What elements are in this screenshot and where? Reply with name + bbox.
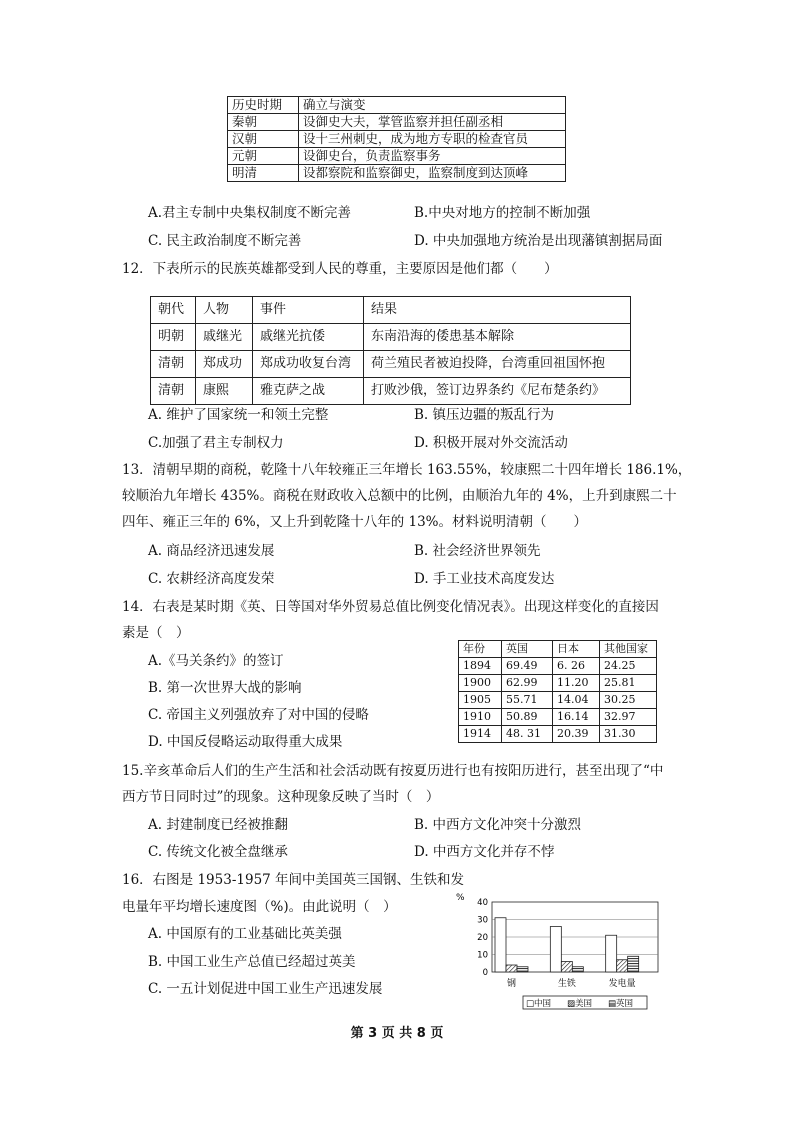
table-cell: 62.99 xyxy=(502,675,553,692)
table-cell: 1914 xyxy=(459,726,502,743)
bar-uk xyxy=(517,967,528,972)
table-row xyxy=(228,165,566,182)
table-header-cell: 英国 xyxy=(502,641,553,658)
y-tick-label: 20 xyxy=(477,933,488,943)
option-a: A. 封建制度已经被推翻 xyxy=(148,817,288,833)
table-header-cell: 事件 xyxy=(253,297,364,324)
table-cell: 设御史台，负责监察事务 xyxy=(299,148,566,165)
bar-uk xyxy=(628,956,639,972)
question-14-line2: 素是（ ） xyxy=(122,625,190,641)
question-14-line1: 14．右表是某时期《英、日等国对华外贸易总值比例变化情况表》。出现这样变化的直接因 xyxy=(122,599,659,615)
bar-china xyxy=(495,918,506,972)
table-row xyxy=(459,675,657,692)
table-header-cell: 其他国家 xyxy=(600,641,657,658)
table-row xyxy=(459,658,657,675)
y-tick-label: 40 xyxy=(477,898,488,908)
table-cell: 元朝 xyxy=(228,148,299,165)
option-d: D. 中西方文化并存不悖 xyxy=(414,844,555,860)
table-cell: 55.71 xyxy=(502,692,553,709)
question-15-line2: 西方节日同时过”的现象。这种现象反映了当时（ ） xyxy=(122,789,440,805)
table-cell: 1905 xyxy=(459,692,502,709)
question-12-stem: 12．下表所示的民族英雄都受到人民的尊重，主要原因是他们都（ ） xyxy=(122,261,558,277)
option-d: D. 中央加强地方统治是出现藩镇割据局面 xyxy=(414,233,663,249)
x-tick-label: 发电量 xyxy=(608,979,636,989)
option-b: B. 社会经济世界领先 xyxy=(414,543,541,559)
table-header-cell: 日本 xyxy=(553,641,600,658)
table-cell: 东南沿海的倭患基本解除 xyxy=(364,324,631,351)
table-header-row xyxy=(228,97,566,114)
table-cell: 康熙 xyxy=(196,378,253,405)
option-a: A. 维护了国家统一和领土完整 xyxy=(148,407,329,423)
table-cell: 郑成功收复台湾 xyxy=(253,351,364,378)
table-row xyxy=(151,351,631,378)
y-tick-label: 10 xyxy=(477,950,488,961)
table-row xyxy=(228,131,566,148)
table-cell: 1900 xyxy=(459,675,502,692)
option-a: A. 中国原有的工业基础比英美强 xyxy=(148,926,342,942)
table-row xyxy=(228,148,566,165)
table-header-row xyxy=(459,641,657,658)
table-cell: 明朝 xyxy=(151,324,196,351)
table-header-cell: 历史时期 xyxy=(228,97,299,114)
growth-rate-chart xyxy=(440,888,672,1016)
x-tick-label: 生铁 xyxy=(557,979,576,989)
question-13-line3: 四年、雍正三年的 6%，又上升到乾隆十八年的 13%。材料说明清朝（ ） xyxy=(122,514,588,530)
table-cell: 设都察院和监察御史，监察制度到达顶峰 xyxy=(299,165,566,182)
bar-usa xyxy=(561,962,572,973)
table-cell: 6. 26 xyxy=(553,658,600,675)
table-cell: 14.04 xyxy=(553,692,600,709)
option-c: C. 农耕经济高度发荣 xyxy=(148,571,275,587)
table-header-cell: 年份 xyxy=(459,641,502,658)
option-d: D. 中国反侵略运动取得重大成果 xyxy=(148,734,343,750)
option-b: B.中央对地方的控制不断加强 xyxy=(414,205,591,221)
question-16-line1: 16．右图是 1953-1957 年间中美国英三国钢、生铁和发 xyxy=(122,872,465,888)
option-a: A.《马关条约》的签订 xyxy=(148,653,284,669)
table-cell: 24.25 xyxy=(600,658,657,675)
table-cell: 11.20 xyxy=(553,675,600,692)
heroes-table xyxy=(150,296,631,405)
option-b: B. 镇压边疆的叛乱行为 xyxy=(414,407,555,423)
table-header-cell: 确立与演变 xyxy=(299,97,566,114)
question-13-line2: 较顺治九年增长 435%。商税在财政收入总额中的比例，由顺治九年的 4%，上升到康熙二十 xyxy=(122,488,677,504)
y-tick-label: 0 xyxy=(482,968,488,978)
option-b: B. 中西方文化冲突十分激烈 xyxy=(414,817,582,833)
table-cell: 打败沙俄，签订边界条约《尼布楚条约》 xyxy=(364,378,631,405)
table-header-cell: 人物 xyxy=(196,297,253,324)
option-d: D. 手工业技术高度发达 xyxy=(414,571,555,587)
bar-uk xyxy=(572,967,583,972)
table-cell: 清朝 xyxy=(151,351,196,378)
option-c: C. 民主政治制度不断完善 xyxy=(148,233,302,249)
option-c: C. 传统文化被全盘继承 xyxy=(148,844,288,860)
bar-china xyxy=(550,927,561,973)
table-cell: 戚继光抗倭 xyxy=(253,324,364,351)
table-header-cell: 结果 xyxy=(364,297,631,324)
table-row xyxy=(459,692,657,709)
bar-usa xyxy=(617,960,628,972)
option-d: D. 积极开展对外交流活动 xyxy=(414,435,568,451)
question-13-line1: 13．清朝早期的商税，乾隆十八年较雍正三年增长 163.55%，较康熙二十四年增长 186.1%， xyxy=(122,462,692,478)
table-cell: 郑成功 xyxy=(196,351,253,378)
bar-china xyxy=(606,935,617,972)
question-15-line1: 15.辛亥革命后人们的生产生活和社会活动既有按夏历进行也有按阳历进行，甚至出现了“中 xyxy=(122,763,664,779)
table-row xyxy=(228,114,566,131)
table-cell: 30.25 xyxy=(600,692,657,709)
table-row xyxy=(151,324,631,351)
option-b: B. 第一次世界大战的影响 xyxy=(148,680,302,696)
y-tick-label: 30 xyxy=(477,915,488,926)
table-cell: 戚继光 xyxy=(196,324,253,351)
y-axis-label: % xyxy=(456,893,465,903)
x-tick-label: 钢 xyxy=(506,979,517,989)
table-row xyxy=(151,378,631,405)
table-header-row xyxy=(151,297,631,324)
table-cell: 48. 31 xyxy=(502,726,553,743)
question-16-line2: 电量年平均增长速度图（%)。由此说明（ ） xyxy=(122,899,397,915)
legend-usa: ▨美国 xyxy=(567,999,593,1009)
table-cell: 清朝 xyxy=(151,378,196,405)
table-cell: 设十三州刺史，成为地方专职的检查官员 xyxy=(299,131,566,148)
option-c: C. 帝国主义列强放弃了对中国的侵略 xyxy=(148,707,369,723)
option-c: C.加强了君主专制权力 xyxy=(148,435,284,451)
page-footer: 第 3 页 共 8 页 xyxy=(350,1026,444,1041)
bar-usa xyxy=(506,965,517,972)
table-cell: 明清 xyxy=(228,165,299,182)
table-cell: 31.30 xyxy=(600,726,657,743)
legend-china: □中国 xyxy=(526,999,552,1009)
table-cell: 雅克萨之战 xyxy=(253,378,364,405)
table-cell: 20.39 xyxy=(553,726,600,743)
option-a: A.君主专制中央集权制度不断完善 xyxy=(148,205,352,221)
table-cell: 16.14 xyxy=(553,709,600,726)
table-cell: 汉朝 xyxy=(228,131,299,148)
table-cell: 69.49 xyxy=(502,658,553,675)
table-header-cell: 朝代 xyxy=(151,297,196,324)
table-cell: 荷兰殖民者被迫投降，台湾重回祖国怀抱 xyxy=(364,351,631,378)
supervision-table xyxy=(227,96,566,182)
legend-uk: ▤英国 xyxy=(608,999,634,1009)
option-b: B. 中国工业生产总值已经超过英美 xyxy=(148,954,356,970)
table-cell: 设御史大夫，掌管监察并担任副丞相 xyxy=(299,114,566,131)
option-a: A. 商品经济迅速发展 xyxy=(148,543,275,559)
table-cell: 50.89 xyxy=(502,709,553,726)
table-cell: 1894 xyxy=(459,658,502,675)
table-row xyxy=(459,726,657,743)
option-c: C. 一五计划促进中国工业生产迅速发展 xyxy=(148,981,383,997)
table-cell: 秦朝 xyxy=(228,114,299,131)
table-cell: 32.97 xyxy=(600,709,657,726)
table-cell: 1910 xyxy=(459,709,502,726)
table-row xyxy=(459,709,657,726)
table-cell: 25.81 xyxy=(600,675,657,692)
trade-ratio-table xyxy=(458,640,657,743)
